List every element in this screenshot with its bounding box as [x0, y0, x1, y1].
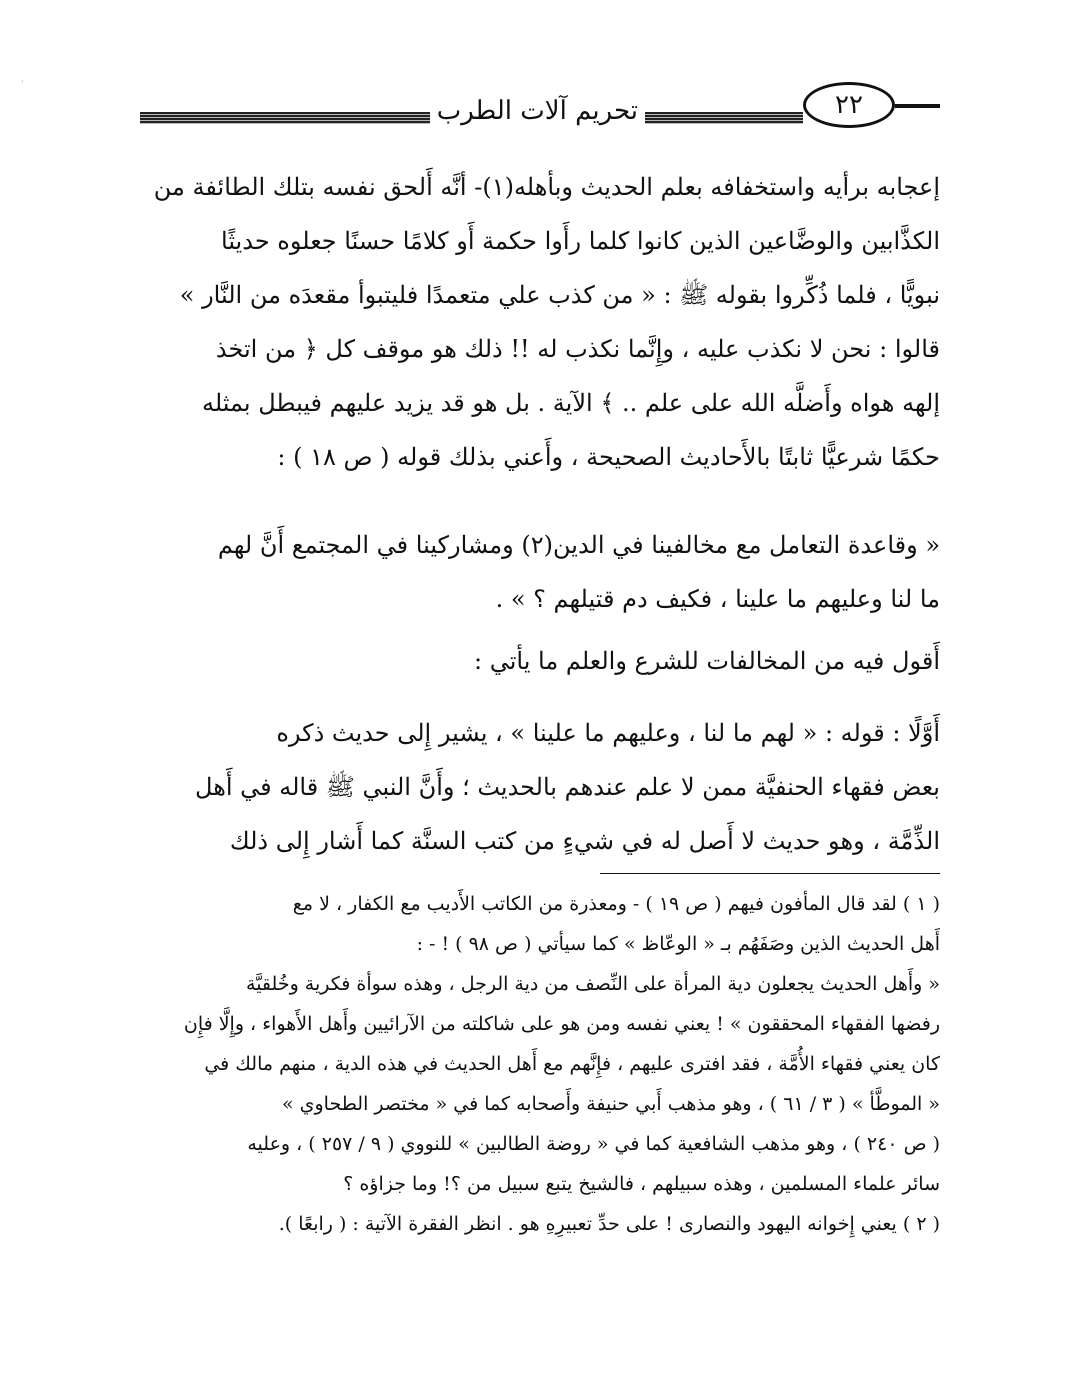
body-line: إلهه هواه وأَضلَّه الله على علم .. ﴾ الآية . بل هو قد يزيد عليهم فيبطل بمثله — [201, 389, 940, 417]
footnote-line: ( ١ ) لقد قال المأفون فيهم ( ص ١٩ ) - ومعذرة من الكاتب الأَديب مع الكفار ، لا مع — [292, 893, 940, 915]
page-number: ٢٢ — [803, 82, 895, 128]
footnote-line: رفضها الفقهاء المحققون » ! يعني نفسه ومن هو على شاكلته من الآرائيين وأَهل الأَهواء ، وإِلَّا فإِن — [183, 1013, 940, 1035]
quote-line: ما لنا وعليهم ما علينا ، فكيف دم قتيلهم ؟ » . — [495, 585, 940, 613]
body-line: الكذَّابين والوضَّاعين الذين كانوا كلما رأَوا حكمة أَو كلامًا حسنًا جعلوه حديثًا — [221, 227, 940, 255]
footnote-line: كان يعني فقهاء الأُمَّة ، فقد افترى عليهم ، فإِنَّهم مع أَهل الحديث في هذه الدية ، منهم مالك في — [204, 1053, 940, 1075]
footnotes — [150, 884, 940, 1244]
main-paragraph — [150, 160, 940, 484]
body-line: حكمًا شرعيًّا ثابتًا بالأَحاديث الصحيحة ، وأَعني بذلك قوله ( ص ١٨ ) : — [277, 443, 940, 471]
footnote-line: « الموطَّأ » ( ٣ / ٦١ ) ، وهو مذهب أَبي حنيفة وأَصحابه كما في « مختصر الطحاوي » — [281, 1093, 940, 1115]
footnote-line: « وأَهل الحديث يجعلون دية المرأة على النِّصف من دية الرجل ، وهذه سوأة فكرية وخُلقيَّة — [246, 973, 940, 995]
quote-line: « وقاعدة التعامل مع مخالفينا في الدين(٢) ومشاركينا في المجتمع أَنَّ لهم — [217, 531, 940, 559]
footnote-line: ( ٢ ) يعني إِخوانه اليهود والنصارى ! على حدِّ تعبيرِهِ هو . انظر الفقرة الآتية : ( رابعًا ). — [278, 1213, 940, 1235]
body-line: قالوا : نحن لا نكذب عليه ، وإِنَّما نكذب له !! ذلك هو موقف كل ﴿ من اتخذ — [215, 335, 940, 363]
footnote-line: أَهل الحديث الذين وصَفَهُم بـ « الوعّاظ » كما سيأتي ( ص ٩٨ ) ! - : — [416, 933, 940, 955]
point-paragraph — [150, 706, 940, 868]
intro-paragraph — [150, 634, 940, 688]
point-line: بعض فقهاء الحنفيَّة ممن لا علم عندهم بالحديث ؛ وأَنَّ النبي ﷺ قاله في أَهل — [195, 773, 940, 801]
point-line: أَوَّلًا : قوله : « لهم ما لنا ، وعليهم ما علينا » ، يشير إِلى حديث ذكره — [276, 719, 940, 747]
header-title: تحريم آلات الطرب — [436, 96, 638, 126]
point-line: الذِّمَّة ، وهو حديث لا أَصل له في شيءٍ من كتب السنَّة كما أَشار إِلى ذلك — [229, 827, 940, 855]
intro-line: أَقول فيه من المخالفات للشرع والعلم ما يأتي : — [474, 647, 940, 675]
quote-paragraph — [150, 518, 940, 626]
running-header — [140, 82, 940, 138]
footnote-line: سائر علماء المسلمين ، وهذه سبيلهم ، فالشيخ يتبع سبيل من ؟! وما جزاؤه ؟ — [343, 1173, 940, 1195]
margin-mark — [22, 80, 23, 82]
footnote-separator — [600, 873, 940, 874]
header-rule-middle — [645, 112, 803, 124]
body-line: إعجابه برأيه واستخفافه بعلم الحديث وبأهله(١)- أنَّه أَلحق نفسه بتلك الطائفة من — [153, 173, 940, 201]
header-rule-right — [895, 104, 940, 108]
footnote-line: ( ص ٢٤٠ ) ، وهو مذهب الشافعية كما في « روضة الطالبين » للنووي ( ٩ / ٢٥٧ ) ، وعليه — [247, 1133, 940, 1155]
header-rule-left — [140, 112, 430, 124]
body-line: نبويًّا ، فلما ذُكِّروا بقوله ﷺ : « من كذب علي متعمدًا فليتبوأ مقعدَه من النَّار » — [179, 281, 940, 309]
